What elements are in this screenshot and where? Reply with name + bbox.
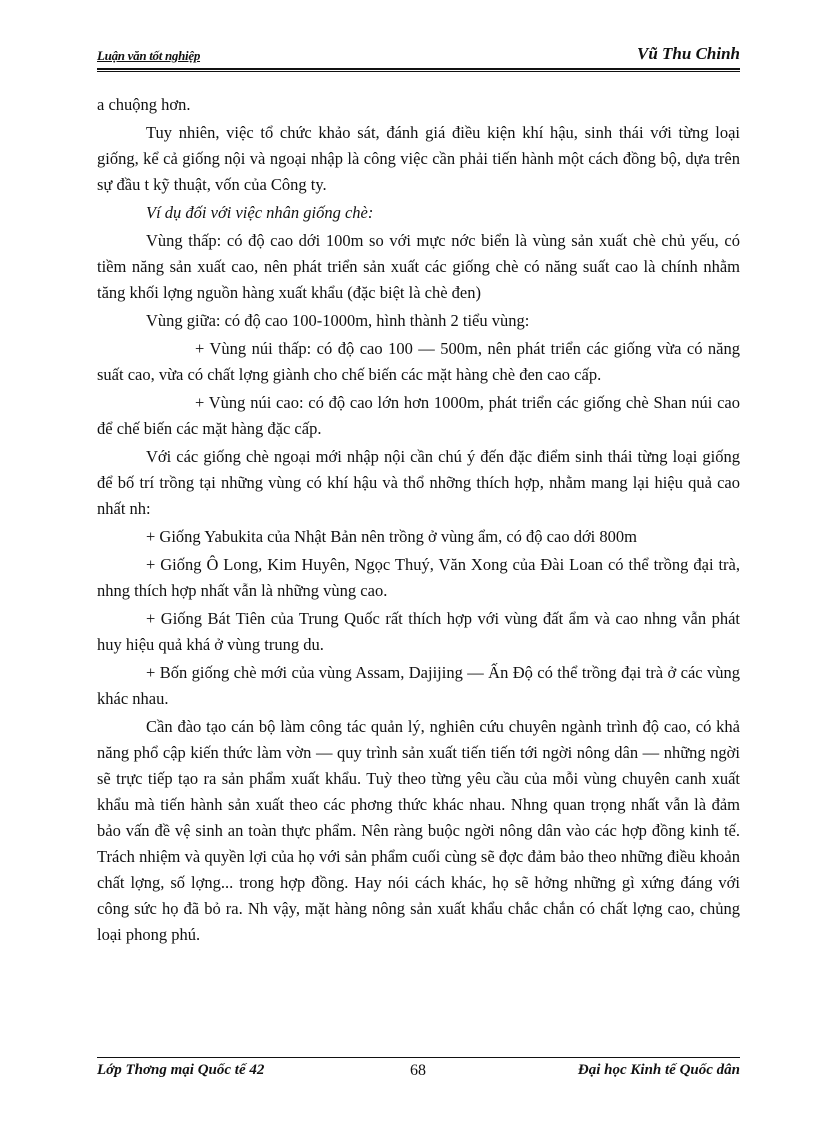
- paragraph-lowland: Vùng thấp: có độ cao dới 100m so với mực nớc biển là vùng sản xuất chè chủ yếu, có tiềm năng sản xuất cao, nên phát triển sản xuất các giống chè có năng suất cao là chính nhằm tăng khối lợng nguồn hàng xuất khẩu (đặc biệt là chè đen): [97, 231, 740, 302]
- paragraph-example-heading: Ví dụ đối với việc nhân giống chè:: [146, 203, 374, 222]
- paragraph-training: Cần đào tạo cán bộ làm công tác quản lý, nghiên cứu chuyên ngành trình độ cao, có khả năng phổ cập kiến thức làm vờn — quy trình sản xuất tiến tiến tới ngời nông dân — những ngời sẽ trực tiếp tạo ra sản phẩm xuất khẩu. Tuỳ theo từng yêu cầu của mỗi vùng chuyên canh xuất khẩu mà tiến hành sản xuất theo các phơng thức khác nhau. Nhng quan trọng nhất vẫn là đảm bảo vấn đề vệ sinh an toàn thực phẩm. Nên ràng buộc ngời nông dân vào các hợp đồng kinh tế. Trách nhiệm và quyền lợi của họ với sản phẩm cuối cùng sẽ đợc đảm bảo theo những điều khoản chất lợng, số lợng... trong hợp đồng. Hay nói cách khác, họ sẽ hởng những gì xứng đáng với công sức họ đã bỏ ra. Nh vậy, mặt hàng nông sản xuất khẩu chắc chắn có chất lợng cao, chủng loại phong phú.: [97, 717, 740, 944]
- list-item-assam: + Bốn giống chè mới của vùng Assam, Dajijing — Ấn Độ có thể trồng đại trà ở các vùng khác nhau.: [97, 663, 740, 708]
- footer-rule: [97, 1057, 740, 1058]
- paragraph-midland: Vùng giữa: có độ cao 100-1000m, hình thành 2 tiểu vùng:: [146, 311, 530, 330]
- footer-class: Lớp Thơng mại Quốc tế 42: [97, 1062, 265, 1078]
- list-item-olong: + Giống Ô Long, Kim Huyên, Ngọc Thuý, Văn Xong của Đài Loan có thể trồng đại trà, nhng thích hợp nhất vẫn là những vùng cao.: [97, 555, 740, 600]
- page-footer: [97, 1062, 740, 1086]
- paragraph-high-mountain: + Vùng núi cao: có độ cao lớn hơn 1000m, phát triển các giống chè Shan núi cao để chế biến các mặt hàng đặc cấp.: [97, 393, 740, 438]
- list-item-yabukita: + Giống Yabukita của Nhật Bản nên trồng ở vùng ẩm, có độ cao dới 800m: [146, 527, 637, 546]
- header-rule: [97, 68, 740, 70]
- page-number: 68: [410, 1062, 426, 1079]
- list-item-bat-tien: + Giống Bát Tiên của Trung Quốc rất thích hợp với vùng đất ẩm và cao nhng vẫn phát huy hiệu quả khá ở vùng trung du.: [97, 609, 740, 654]
- header-thesis-title: Luận văn tốt nghiệp: [97, 48, 201, 63]
- header-rule-thin: [97, 71, 740, 72]
- paragraph-low-mountain: + Vùng núi thấp: có độ cao 100 — 500m, nên phát triển các giống vừa có năng suất cao, vừa có chất lợng giành cho chế biến các mặt hàng chè đen cao cấp.: [97, 339, 740, 384]
- footer-university: Đại học Kinh tế Quốc dân: [577, 1062, 740, 1078]
- page-body: [97, 92, 740, 950]
- paragraph-continuation: a chuộng hơn.: [97, 95, 191, 114]
- page-header: [97, 44, 740, 68]
- paragraph-foreign-varieties: Với các giống chè ngoại mới nhập nội cần chú ý đến đặc điểm sinh thái từng loại giống để bố trí trồng tại những vùng có khí hậu và thổ nhỡng thích hợp, nhằm mang lại hiệu quả cao nhất nh:: [97, 447, 740, 518]
- paragraph-survey: Tuy nhiên, việc tổ chức khảo sát, đánh giá điều kiện khí hậu, sinh thái với từng loại giống, kể cả giống nội và ngoại nhập là công việc cần phải tiến hành một cách đồng bộ, dựa trên sự đầu t kỹ thuật, vốn của Công ty.: [97, 123, 740, 194]
- header-author: Vũ Thu Chinh: [636, 44, 740, 63]
